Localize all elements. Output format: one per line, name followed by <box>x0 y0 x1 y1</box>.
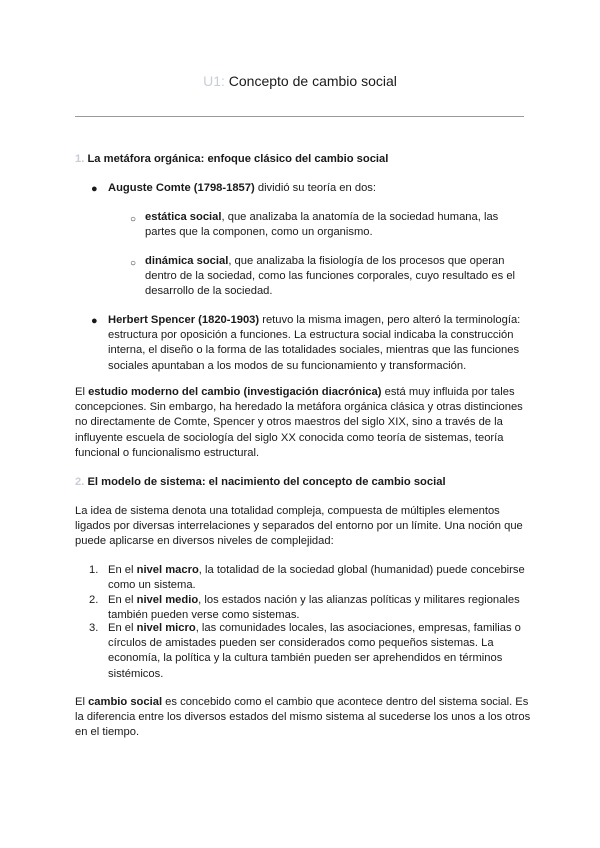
comte-text: dividió su teoría en dos: <box>254 182 377 194</box>
dinamica-term: dinámica social <box>145 255 229 267</box>
estatica-text: , que analizaba la anatomía de la sociedad humana, las <box>221 211 499 223</box>
dinamica-line: dentro de la sociedad, como las funciones corporales, cuyo resultado es el <box>145 270 516 283</box>
page-title <box>0 72 600 90</box>
comte-name: Auguste Comte (1798-1857) <box>108 182 255 194</box>
paragraph-line: no directamente de Comte, Spencer y otros maestros del siglo XIX, sino a través de la <box>75 416 503 429</box>
list-text: , los estados nación y las alianzas políticas y militares regionales <box>198 594 520 606</box>
list-number: 1. <box>89 564 99 576</box>
section-2-heading <box>75 475 446 490</box>
list-number: 2. <box>89 594 99 606</box>
paragraph-line: funcional o funcionalismo estructural. <box>75 446 260 459</box>
intro-line: ligados por diversas interrelaciones y separados del entorno por un límite. Una noción que <box>75 520 523 533</box>
list-line: también pueden verse como sistemas. <box>108 609 300 622</box>
paragraph-line: concepciones. Sin embargo, ha heredado la metáfora orgánica clásica y otras distinciones <box>75 401 523 414</box>
paragraph-text: es concebido como el cambio que acontece dentro del sistema social. Es <box>162 696 529 708</box>
section-2-title: El modelo de sistema: el nacimiento del concepto de cambio social <box>87 476 446 488</box>
list-item-micro <box>108 621 538 682</box>
comte-item <box>108 181 528 196</box>
bullet-icon: ● <box>91 315 98 327</box>
list-line: sistémicos. <box>108 667 164 680</box>
title-unit-number: U1: <box>203 73 225 89</box>
spencer-text: retuvo la misma imagen, pero alteró la terminología: <box>259 314 521 326</box>
section-2-intro <box>75 504 535 550</box>
estatica-item <box>145 210 545 240</box>
cambio-social-term: cambio social <box>88 696 163 708</box>
dinamica-text: , que analizaba la fisiología de los procesos que operan <box>228 255 505 267</box>
nivel-medio-term: nivel medio <box>136 594 199 606</box>
list-text: En el <box>108 622 137 634</box>
paragraph-text: El <box>75 696 89 708</box>
section-1-title: La metáfora orgánica: enfoque clásico del cambio social <box>87 153 389 165</box>
list-line: economía, la política y la cultura también pueden ser aprehendidos en términos <box>108 652 503 665</box>
spencer-line: interna, el diseño o la forma de las totalidades sociales, mientras que las funciones <box>108 344 520 357</box>
list-text: En el <box>108 594 137 606</box>
spencer-name: Herbert Spencer (1820-1903) <box>108 314 260 326</box>
list-item-macro <box>108 563 538 593</box>
section-1-number: 1. <box>75 153 85 165</box>
estudio-moderno-term: estudio moderno del cambio (investigación diacrónica) <box>88 386 382 398</box>
paragraph-line: en el tiempo. <box>75 726 140 739</box>
estatica-line: partes que la componen, como un organismo. <box>145 226 373 239</box>
spencer-item <box>108 313 538 374</box>
paragraph-text: está muy influida por tales <box>381 386 515 398</box>
circle-bullet-icon: ○ <box>130 258 137 269</box>
list-text: En el <box>108 564 137 576</box>
section-2-number: 2. <box>75 476 85 488</box>
circle-bullet-icon: ○ <box>130 214 137 225</box>
paragraph-line: la diferencia entre los diversos estados del mismo sistema al sucederse los unos a los otros <box>75 711 531 724</box>
title-text: Concepto de cambio social <box>228 73 397 89</box>
spencer-line: sociales apuntaban a los modos de su funcionamiento y transformación. <box>108 359 467 372</box>
paragraph-line: influyente escuela de sociología del siglo XX conocida como teoría de sistemas, teoría <box>75 431 504 444</box>
list-line: como un sistema. <box>108 579 196 592</box>
intro-line: puede aplicarse en diversos niveles de complejidad: <box>75 535 334 548</box>
nivel-macro-term: nivel macro <box>136 564 199 576</box>
list-number: 3. <box>89 622 99 634</box>
paragraph-text: El <box>75 386 89 398</box>
spencer-line: estructura por oposición a funciones. La estructura social indicaba la construcción <box>108 329 514 342</box>
section-1-paragraph <box>75 385 535 461</box>
nivel-micro-term: nivel micro <box>136 622 196 634</box>
dinamica-item <box>145 254 545 300</box>
estatica-term: estática social <box>145 211 222 223</box>
section-1-heading <box>75 152 388 167</box>
title-divider <box>75 116 524 117</box>
bullet-icon: ● <box>91 183 98 195</box>
intro-line: La idea de sistema denota una totalidad compleja, compuesta de múltiples elementos <box>75 505 500 517</box>
list-text: , las comunidades locales, las asociaciones, empresas, familias o <box>195 622 521 634</box>
list-text: , la totalidad de la sociedad global (humanidad) puede concebirse <box>198 564 525 576</box>
closing-paragraph <box>75 695 535 741</box>
dinamica-line: desarrollo de la sociedad. <box>145 285 273 298</box>
list-item-medio <box>108 593 538 623</box>
list-line: círculos de amistades pueden ser considerados como pequeños sistemas. La <box>108 637 494 650</box>
